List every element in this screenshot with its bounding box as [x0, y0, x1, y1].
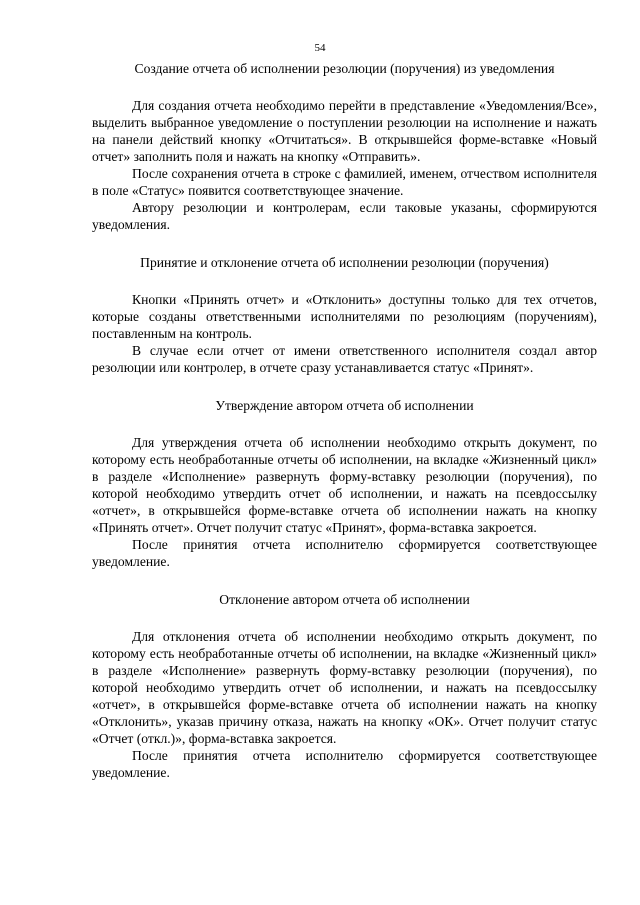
paragraph: Автору резолюции и контролерам, если таковые указаны, сформируются уведомления. [92, 200, 597, 232]
paragraph: Кнопки «Принять отчет» и «Отклонить» доступны только для тех отчетов, которые созданы ответственными исполнителями по резолюциям (поручениям), поставленным на контроль. [92, 292, 597, 341]
paragraph: После сохранения отчета в строке с фамилией, именем, отчеством исполнителя в поле «Статус» появится соответствующее значение. [92, 166, 597, 198]
paragraph: Для отклонения отчета об исполнении необходимо открыть документ, по которому есть необработанные отчеты об исполнении, на вкладке «Жизненный цикл» в разделе «Исполнение» развернуть форму-вставку резолюции (поручения), по которой необходимо утвердить отчет об исполнении, и нажать на псевдоссылку «отчет», в открывшейся форме-вставке отчета об исполнении нажать на кнопку «Отклонить», указав причину отказа, нажать на кнопку «ОК». Отчет получит статус «Отчет (откл.)», форма-вставка закроется. [92, 629, 597, 746]
section-heading-author-rejection: Отклонение автором отчета об исполнении [219, 592, 470, 607]
paragraph: В случае если отчет от имени ответственного исполнителя создал автор резолюции или контролер, в отчете сразу устанавливается статус «Принят». [92, 343, 597, 375]
document-body [92, 60, 597, 781]
paragraph: Для создания отчета необходимо перейти в представление «Уведомления/Все», выделить выбранное уведомление о поступлении резолюции на исполнение и нажать на панели действий кнопку «Отчитаться». В открывшейся форме-вставке «Новый отчет» заполнить поля и нажать на кнопку «Отправить». [92, 98, 597, 164]
paragraph: После принятия отчета исполнителю сформируется соответствующее уведомление. [92, 748, 597, 780]
section-heading-author-approval: Утверждение автором отчета об исполнении [215, 398, 474, 413]
page-number: 54 [314, 42, 326, 54]
section-heading-report-from-notification: Создание отчета об исполнении резолюции (поручения) из уведомления [134, 61, 555, 76]
paragraph: После принятия отчета исполнителю сформируется соответствующее уведомление. [92, 537, 597, 569]
section-heading-accept-reject-report: Принятие и отклонение отчета об исполнении резолюции (поручения) [140, 255, 549, 270]
paragraph: Для утверждения отчета об исполнении необходимо открыть документ, по которому есть необработанные отчеты об исполнении, на вкладке «Жизненный цикл» в разделе «Исполнение» развернуть форму-вставку резолюции (поручения), по которой необходимо утвердить отчет об исполнении, и нажать на псевдоссылку «отчет», в открывшейся форме-вставке отчета об исполнении нажать на кнопку «Принять отчет». Отчет получит статус «Принят», форма-вставка закроется. [92, 435, 597, 535]
